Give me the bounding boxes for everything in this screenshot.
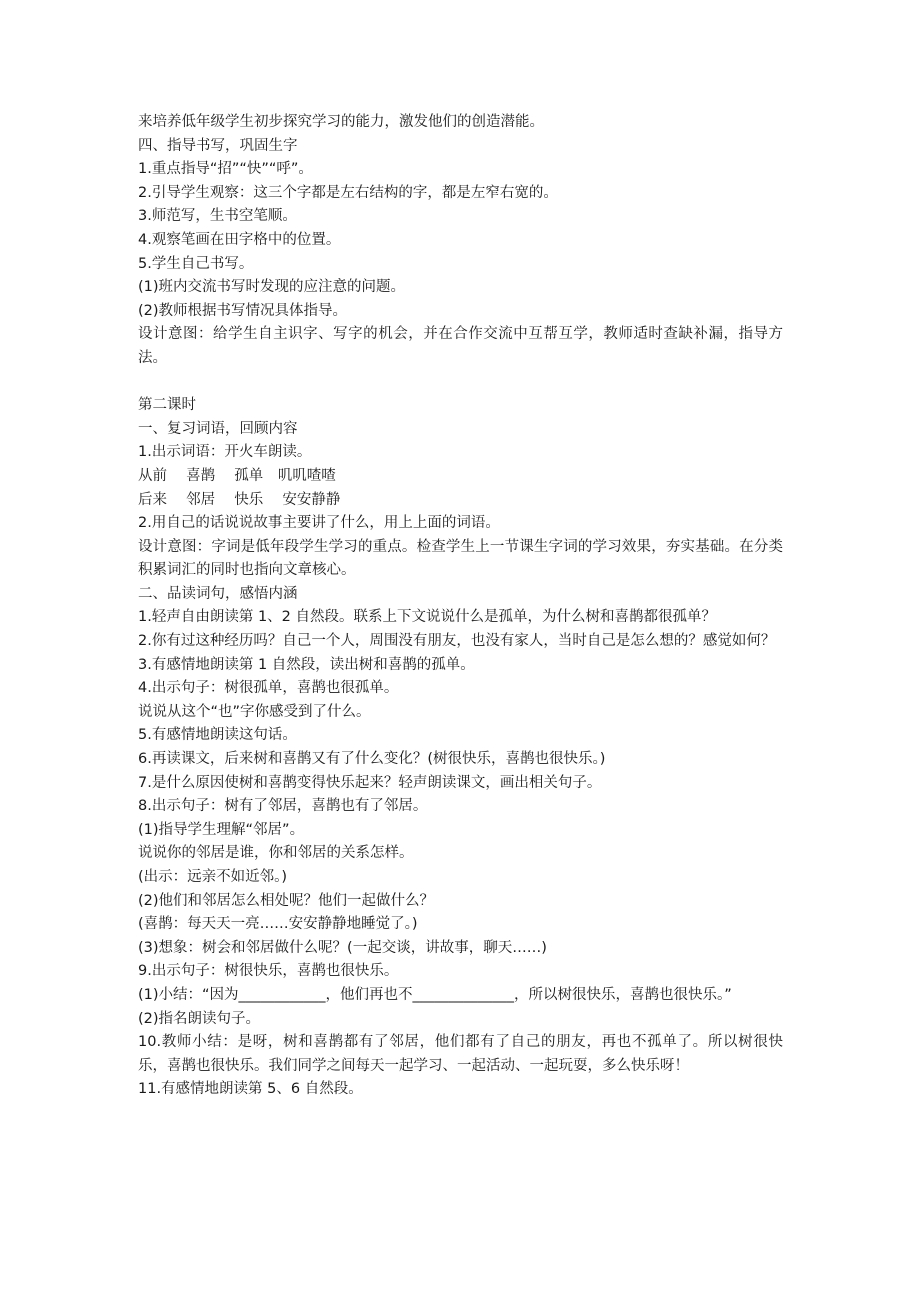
- list-item: 9.出示句子：树很快乐，喜鹊也很快乐。: [138, 963, 399, 980]
- design-intent-paragraph: 设计意图：给学生自主识字、写字的机会，并在合作交流中互帮互学，教师适时查缺补漏，指导方法。: [138, 326, 783, 366]
- list-item: 2.你有过这种经历吗？自己一个人，周围没有朋友，也没有家人，当时自己是怎么想的？感觉如何？: [138, 633, 776, 650]
- list-item: 10.教师小结：是呀，树和喜鹊都有了邻居，他们都有了自己的朋友，再也不孤单了。所以树很快乐，喜鹊也很快乐。我们同学之间每天一起学习、一起活动、一起玩耍，多么快乐呀！: [138, 1034, 783, 1074]
- sub-list-item: (1)班内交流书写时发现的应注意的问题。: [138, 279, 406, 296]
- list-item: 8.出示句子：树有了邻居，喜鹊也有了邻居。: [138, 798, 428, 815]
- list-item: 4.观察笔画在田字格中的位置。: [138, 231, 341, 248]
- section-heading: 四、指导书写，巩固生字: [138, 137, 298, 154]
- list-item: 5.学生自己书写。: [138, 255, 254, 272]
- list-item: 11.有感情地朗读第 5、6 自然段。: [138, 1081, 363, 1098]
- paragraph-line: 说说从这个“也”字你感受到了什么。: [138, 703, 371, 720]
- list-item: 7.是什么原因使树和喜鹊变得快乐起来？轻声朗读课文，画出相关句子。: [138, 774, 602, 791]
- sub-list-item: (2)指名朗读句子。: [138, 1010, 261, 1027]
- paragraph-line: 说说你的邻居是谁，你和邻居的关系怎样。: [138, 845, 414, 862]
- list-item: 4.出示句子：树很孤单，喜鹊也很孤单。: [138, 680, 399, 697]
- list-item: 6.再读课文，后来树和喜鹊又有了什么变化？(树很快乐，喜鹊也很快乐。): [138, 751, 606, 768]
- list-item: 1.出示词语：开火车朗读。: [138, 444, 312, 461]
- document-page: [138, 111, 783, 1102]
- list-item: 3.有感情地朗读第 1 自然段，读出树和喜鹊的孤单。: [138, 656, 475, 673]
- sub-list-item: (1)指导学生理解“邻居”。: [138, 821, 305, 838]
- design-intent-paragraph: 设计意图：字词是低年段学生学习的重点。检查学生上一节课生字词的学习效果，夯实基础。在分类积累词汇的同时也指向文章核心。: [138, 538, 783, 579]
- sub-list-item: (3)想象：树会和邻居做什么呢？(一起交谈，讲故事，聊天……): [138, 939, 547, 956]
- section-heading: 二、品读词句，感悟内涵: [138, 585, 298, 602]
- list-item: 3.师范写，生书空笔顺。: [138, 208, 297, 225]
- sub-list-item: (2)教师根据书写情况具体指导。: [138, 302, 348, 319]
- paragraph-line: (喜鹊：每天天一亮……安安静静地睡觉了。): [138, 916, 418, 933]
- list-item: 1.重点指导“招”“快”“呼”。: [138, 161, 313, 178]
- paragraph-line: (出示：远亲不如近邻。): [138, 869, 288, 885]
- sub-list-item: (2)他们和邻居怎么相处呢？他们一起做什么？: [138, 892, 435, 909]
- list-item: 2.用自己的话说说故事主要讲了什么，用上上面的词语。: [138, 515, 500, 532]
- paragraph-line: 来培养低年级学生初步探究学习的能力，激发他们的创造潜能。: [138, 114, 544, 130]
- list-item: 2.引导学生观察：这三个字都是左右结构的字，都是左窄右宽的。: [138, 184, 558, 201]
- sub-list-item: (1)小结：“因为____________，他们再也不______________，所以树很快乐，喜鹊也很快乐。”: [138, 986, 732, 1003]
- word-row: 从前 喜鹊 孤单 叽叽喳喳: [138, 467, 336, 484]
- section-heading: 一、复习词语，回顾内容: [138, 420, 298, 437]
- blank-line: [138, 371, 783, 395]
- list-item: 1.轻声自由朗读第 1、2 自然段。联系上下文说说什么是孤单，为什么树和喜鹊都很孤单？: [138, 609, 716, 626]
- word-row: 后来 邻居 快乐 安安静静: [138, 491, 341, 508]
- lesson-heading: 第二课时: [138, 397, 196, 414]
- list-item: 5.有感情地朗读这句话。: [138, 727, 297, 744]
